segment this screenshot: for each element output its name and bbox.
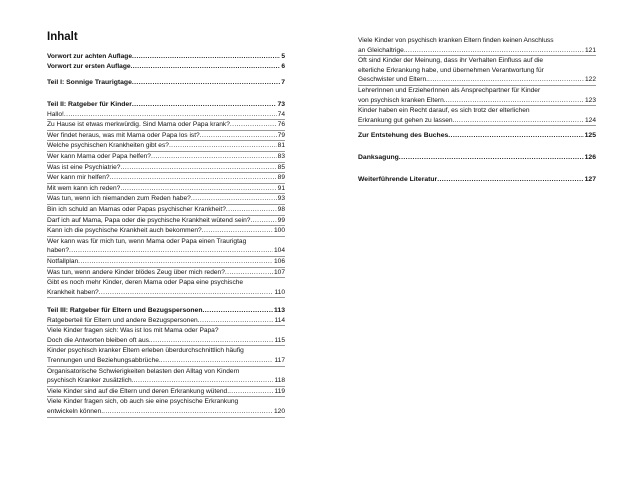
toc-entry — [47, 110, 285, 121]
entry-title-line: Wer kann was für mich tun, wenn Mama oder Papa einen Traurigtag — [47, 237, 247, 245]
entry-title-line: Krankheit haben? — [47, 288, 99, 296]
entry-title: Was tun, wenn ich niemanden zum Reden habe? — [47, 195, 191, 203]
entry-title-line: Kinder psychisch kranker Eltern erleben überdurchschnittlich häufig — [47, 347, 244, 355]
page-number: 113 — [274, 307, 285, 314]
entry-title: Vorwort zur ersten Auflage — [47, 62, 131, 70]
entry-title: Hallo! — [47, 110, 64, 118]
page-number: 125 — [584, 132, 596, 139]
entry-title: Darf ich auf Mama, Papa oder die psychische Krankheit wütend sein? — [47, 216, 251, 224]
toc-entry-multiline — [47, 367, 285, 387]
toc-entry — [47, 268, 285, 279]
page-number: 115 — [274, 336, 285, 344]
toc-entry-multiline — [47, 397, 285, 417]
toc-entry — [47, 120, 285, 131]
entry-title: Bin ich schuld an Mamas oder Papas psychischer Krankheit? — [47, 205, 226, 213]
toc-entry — [358, 131, 596, 141]
section-entry-block — [358, 175, 596, 185]
toc-entry — [47, 62, 285, 72]
page-number: 122 — [584, 76, 596, 84]
toc-entry — [47, 387, 285, 398]
dot-leader — [134, 376, 274, 386]
toc-entry — [47, 100, 285, 110]
entry-title-line: an Gleichaltrige. — [358, 46, 406, 54]
toc-entry — [47, 205, 285, 216]
page-number: 117 — [274, 356, 285, 364]
toc-entry — [47, 163, 285, 174]
dot-leader — [99, 288, 274, 298]
page-number: 76 — [277, 121, 285, 129]
dot-leader — [169, 141, 277, 151]
dot-leader — [448, 131, 583, 141]
page-number: 126 — [584, 154, 596, 161]
entry-title-line: elterliche Erkrankung habe, und übernehmen Verantwortung für — [358, 66, 544, 74]
page-number: 73 — [277, 101, 285, 108]
entry-title: Mit wem kann ich reden? — [47, 184, 121, 192]
toc-entry — [47, 152, 285, 163]
page-number: 127 — [584, 176, 596, 183]
entry-title-line: Viele Kinder fragen sich: Was ist los mit Mama oder Papa? — [47, 327, 219, 335]
toc-entry — [47, 173, 285, 184]
page-number: 120 — [273, 407, 285, 415]
dot-leader — [226, 205, 277, 215]
page-number: 91 — [277, 184, 285, 192]
dot-leader — [120, 184, 276, 194]
page-number: 121 — [584, 46, 596, 54]
dot-leader — [110, 173, 277, 183]
dot-leader — [132, 78, 280, 88]
entry-title-line: Viele Kinder fragen sich, ob auch sie eine psychische Erkrankung — [47, 398, 239, 406]
dot-leader — [428, 75, 584, 85]
toc-entry — [47, 306, 285, 316]
dot-leader — [202, 226, 273, 236]
toc-entry — [47, 257, 285, 268]
entry-title: Zu Hause ist etwas merkwürdig. Sind Mama oder Papa krank? — [47, 121, 230, 129]
dot-leader — [225, 268, 273, 278]
entry-title: Weiterführende Literatur — [358, 176, 438, 183]
dot-leader — [78, 257, 273, 267]
page-number: 119 — [274, 387, 285, 395]
dot-leader — [191, 194, 277, 204]
toc-entry-multiline — [358, 56, 596, 86]
dot-leader — [103, 407, 273, 417]
toc-entry — [47, 78, 285, 88]
dot-leader — [202, 306, 273, 316]
toc-entry-last-line — [358, 96, 596, 106]
dot-leader — [198, 316, 274, 326]
dot-leader — [406, 46, 584, 56]
dot-leader — [64, 110, 277, 120]
entry-title: Teil II: Ratgeber für Kinder — [47, 101, 132, 108]
toc-entry — [47, 194, 285, 205]
entry-title-line: entwickeln können. — [47, 407, 104, 415]
entry-title-line: Gibt es noch mehr Kinder, deren Mama oder Papa eine psychische — [47, 279, 244, 287]
toc-entry-multiline — [47, 326, 285, 346]
dot-leader — [399, 153, 584, 163]
page-number: 107 — [273, 268, 285, 276]
entry-title: Wer kann Mama oder Papa helfen? — [47, 152, 151, 160]
page-number: 99 — [277, 216, 285, 224]
page-number: 85 — [277, 163, 285, 171]
entry-title-line: haben? — [47, 247, 70, 255]
page-number: 114 — [274, 316, 285, 324]
page-number: 106 — [273, 257, 285, 265]
entry-title-line: Viele Kinder von psychisch kranken Eltern finden keinen Anschluss — [358, 37, 554, 44]
page-number: 98 — [277, 205, 285, 213]
entry-title-line: Kinder haben ein Recht darauf, es sich trotz der elterlichen — [358, 107, 530, 115]
preface-block — [47, 52, 285, 71]
part1-block — [47, 78, 285, 88]
entry-title-line: LehrerInnen und ErzieherInnen als Ansprechpartner für Kinder — [358, 86, 541, 94]
page-number: 81 — [277, 142, 285, 150]
entry-title: Kann ich die psychische Krankheit auch bekommen? — [47, 227, 202, 235]
page-number: 7 — [281, 79, 285, 86]
page-number: 124 — [584, 116, 596, 124]
entry-title: Teil I: Sonnige Traurigtage — [47, 79, 132, 86]
dot-leader — [132, 100, 277, 110]
entry-title-line: Trennungen und Beziehungsabbrüche. — [47, 356, 161, 364]
toc-entry-last-line — [47, 376, 285, 386]
page-number: 74 — [277, 110, 285, 118]
entry-title: Wer kann mir helfen? — [47, 174, 110, 182]
page-number: 100 — [273, 227, 285, 235]
toc-entry-multiline — [47, 346, 285, 366]
page-number: 118 — [274, 377, 285, 385]
page-number: 104 — [273, 247, 285, 255]
toc-entry-last-line — [47, 246, 285, 256]
dot-leader — [131, 62, 281, 72]
dot-leader — [454, 116, 584, 126]
entry-title: Was ist eine Psychiatrie? — [47, 163, 121, 171]
page-number: 123 — [584, 96, 596, 104]
section-entry-block — [358, 153, 596, 163]
toc-entry — [47, 141, 285, 152]
toc-entry-last-line — [47, 288, 285, 298]
toc-entry — [47, 316, 285, 327]
page-number: 83 — [277, 152, 285, 160]
right-entries-block — [358, 36, 596, 126]
entry-title: Was tun, wenn andere Kinder blödes Zeug über mich reden? — [47, 268, 225, 276]
toc-entry-last-line — [47, 356, 285, 366]
dot-leader — [161, 356, 274, 366]
entry-title: Welche psychischen Krankheiten gibt es? — [47, 142, 169, 150]
section-entry-block — [358, 131, 596, 141]
entry-title: Danksagung — [358, 154, 399, 161]
entry-title-line: Doch die Antworten bleiben oft aus. — [47, 336, 151, 344]
dot-leader — [69, 246, 273, 256]
toc-entry — [358, 175, 596, 185]
dot-leader — [229, 387, 273, 397]
toc-entry — [47, 131, 285, 142]
page-number: 5 — [281, 53, 285, 60]
page-number: 110 — [274, 288, 285, 296]
entry-title: Wer findet heraus, was mit Mama oder Papa los ist? — [47, 131, 200, 139]
toc-entry-last-line — [47, 407, 285, 417]
entry-title-line: von psychisch kranken Eltern. — [358, 96, 446, 104]
toc-entry-last-line — [47, 336, 285, 346]
toc-entry-last-line — [358, 116, 596, 126]
toc-entry — [47, 52, 285, 62]
part2-block — [47, 100, 285, 298]
entry-title-line: Organisatorische Schwierigkeiten belasten den Alltag von Kindern — [47, 367, 240, 375]
page-number: 93 — [277, 195, 285, 203]
dot-leader — [250, 216, 276, 226]
dot-leader — [446, 96, 584, 106]
entry-title-line: Geschwister und Eltern. — [358, 76, 428, 84]
dot-leader — [230, 120, 277, 130]
toc-entry-last-line — [358, 46, 596, 56]
page-number: 6 — [281, 62, 285, 70]
entry-title: Teil III: Ratgeber für Eltern und Bezugspersonen — [47, 307, 203, 314]
part3-block — [47, 306, 285, 418]
toc-entry — [47, 184, 285, 195]
toc-entry-last-line — [358, 75, 596, 85]
dot-leader — [132, 52, 280, 62]
page-number: 79 — [277, 131, 285, 139]
toc-title: Inhalt — [47, 31, 78, 43]
dot-leader — [200, 131, 277, 141]
entry-title: Ratgeberteil für Eltern und andere Bezugspersonen — [47, 316, 198, 324]
toc-entry-multiline — [358, 106, 596, 126]
entry-title-line: psychisch Kranker zusätzlich. — [47, 377, 134, 385]
entry-title-line: Erkrankung gut gehen zu lassen. — [358, 116, 455, 124]
toc-entry-multiline — [47, 237, 285, 257]
dot-leader — [151, 152, 277, 162]
entry-title: Notfallplan — [47, 257, 79, 265]
toc-entry — [358, 153, 596, 163]
toc-entry — [47, 226, 285, 237]
toc-entry-multiline — [47, 278, 285, 298]
entry-title: Viele Kinder sind auf die Eltern und deren Erkrankung wütend. — [47, 387, 230, 395]
entry-title: Zur Entstehung des Buches — [358, 132, 449, 139]
dot-leader — [120, 163, 276, 173]
toc-entry — [47, 216, 285, 227]
entry-title: Vorwort zur achten Auflage — [47, 53, 132, 60]
toc-entry-multiline — [358, 86, 596, 106]
entry-title-line: Oft sind Kinder der Meinung, dass ihr Verhalten Einfluss auf die — [358, 57, 544, 65]
toc-entry-multiline — [358, 36, 596, 56]
dot-leader — [151, 336, 274, 346]
page-number: 89 — [277, 174, 285, 182]
dot-leader — [437, 175, 583, 185]
